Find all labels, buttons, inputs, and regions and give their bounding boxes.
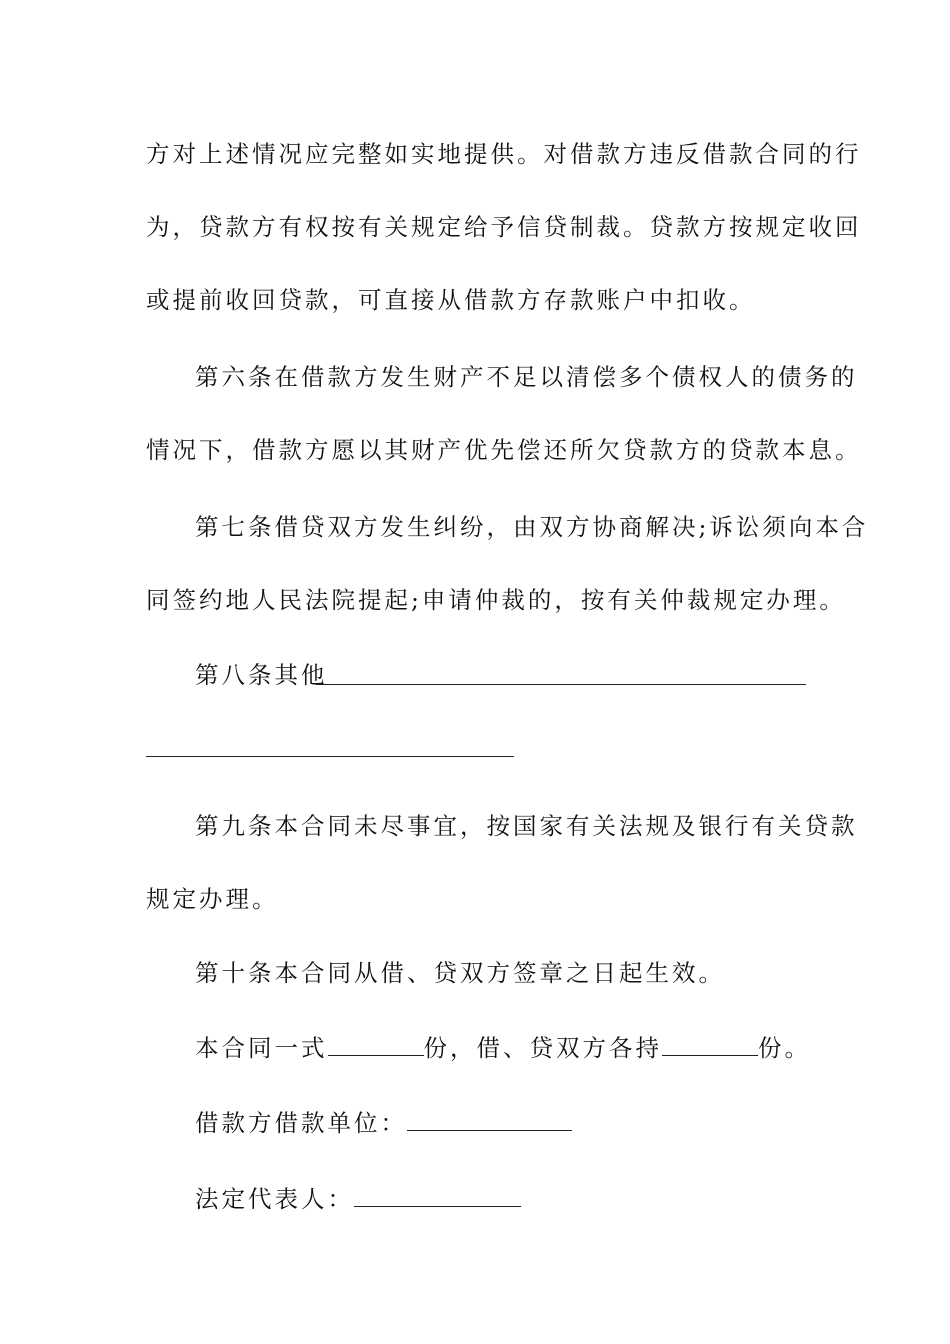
- article-7-line: 第七条借贷双方发生纠纷，由双方协商解决;诉讼须向本合: [195, 513, 869, 541]
- article-8-label: 第八条其他: [195, 661, 328, 689]
- copies-each-blank[interactable]: [662, 1033, 758, 1056]
- copies-line: [195, 1033, 811, 1063]
- article-10-line: 第十条本合同从借、贷双方签章之日起生效。: [195, 959, 725, 987]
- legal-rep-blank[interactable]: [354, 1184, 521, 1207]
- copies-text-3: 份。: [758, 1034, 811, 1062]
- article-9-line: 规定办理。: [146, 885, 279, 913]
- copies-text-1: 本合同一式: [195, 1034, 328, 1062]
- paragraph-line: 为，贷款方有权按有关规定给予信贷制裁。贷款方按规定收回: [146, 213, 862, 241]
- article-7-line: 同签约地人民法院提起;申请仲裁的，按有关仲裁规定办理。: [146, 586, 846, 614]
- paragraph-line: 或提前收回贷款，可直接从借款方存款账户中扣收。: [146, 286, 756, 314]
- article-9-line: 第九条本合同未尽事宜，按国家有关法规及银行有关贷款: [195, 812, 858, 840]
- borrower-unit-line: [195, 1108, 808, 1138]
- article-6-line: 情况下，借款方愿以其财产优先偿还所欠贷款方的贷款本息。: [146, 436, 862, 464]
- article-8-blank-line-2: [146, 756, 514, 757]
- borrower-unit-blank[interactable]: [407, 1108, 572, 1131]
- article-6-line: 第六条在借款方发生财产不足以清偿多个债权人的债务的: [195, 363, 858, 391]
- legal-rep-line: [195, 1184, 808, 1214]
- borrower-unit-label: 借款方借款单位：: [195, 1109, 407, 1137]
- copies-total-blank[interactable]: [328, 1033, 424, 1056]
- copies-text-2: 份，借、贷双方各持: [423, 1034, 662, 1062]
- paragraph-line: 方对上述情况应完整如实地提供。对借款方违反借款合同的行: [146, 140, 862, 168]
- legal-rep-label: 法定代表人：: [195, 1185, 354, 1213]
- article-8-blank-line: [316, 684, 806, 685]
